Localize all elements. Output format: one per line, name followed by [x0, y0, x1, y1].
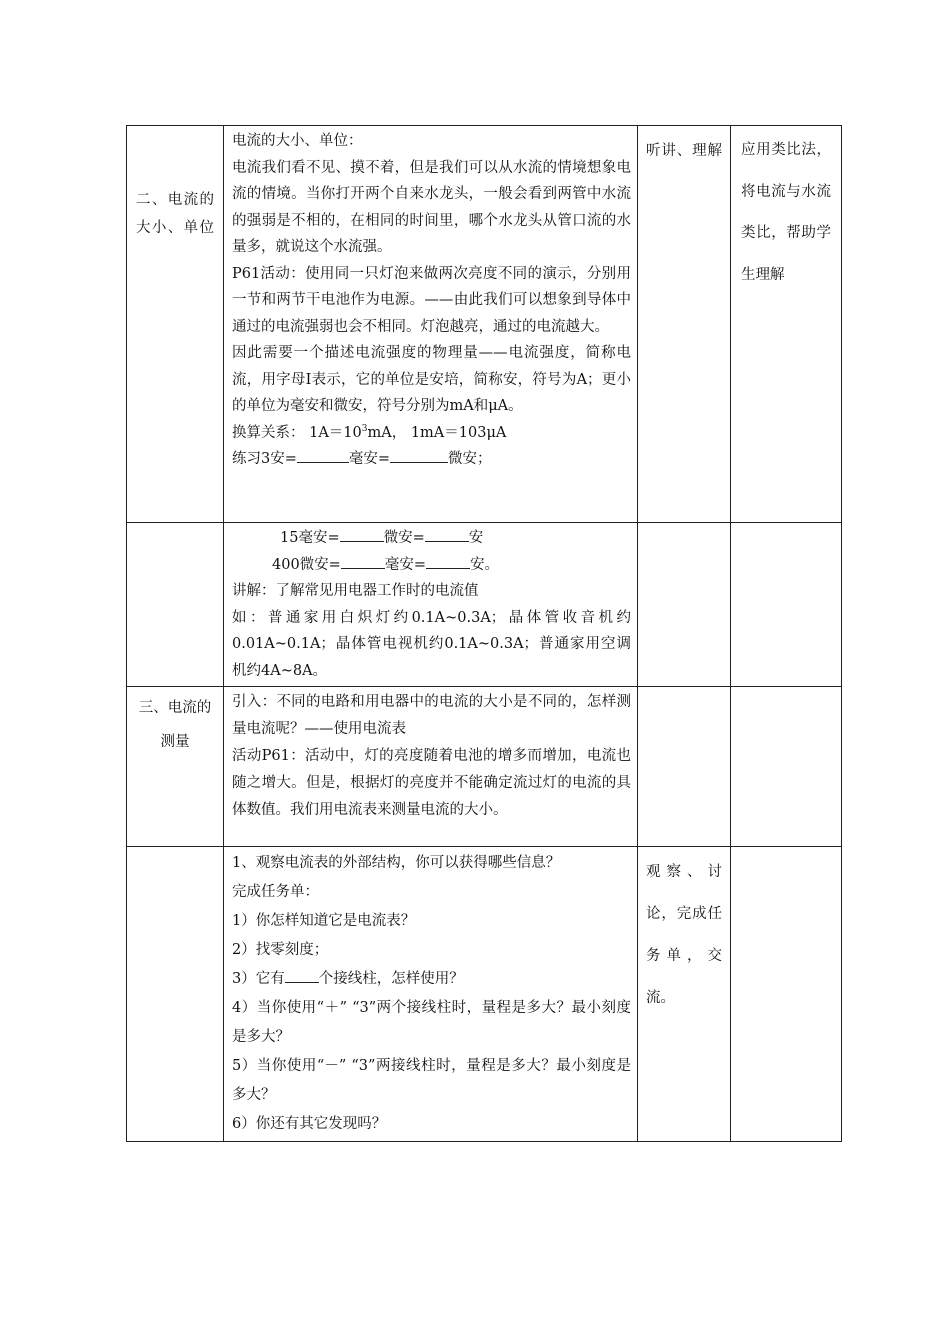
- paragraph: 讲解：了解常见用电器工作时的电流值: [232, 583, 479, 599]
- empty-cell: [731, 847, 842, 1142]
- practice-line: 15毫安= 微安= 安: [232, 525, 631, 552]
- empty-cell: [638, 687, 731, 847]
- teaching-method: 听讲、理解: [638, 126, 731, 523]
- paragraph: 活动P61：活动中，灯的亮度随着电池的增多而增加，电流也随之增大。但是，根据灯的亮度并不能确定流过灯的电流的具体数值。我们用电流表来测量电流的大小。: [232, 748, 631, 818]
- question: 5）当你使用“－” “3”两接线柱时，量程是多大？最小刻度是多大？: [232, 1058, 631, 1103]
- table-row: [127, 523, 842, 687]
- answer-blank[interactable]: [340, 527, 384, 542]
- empty-cell: [731, 523, 842, 687]
- empty-cell: [638, 523, 731, 687]
- content-cell: [224, 126, 638, 523]
- paragraph: 引入：不同的电路和用电器中的电流的大小是不同的，怎样测量电流呢？——使用电流表: [232, 694, 631, 737]
- answer-blank[interactable]: [341, 554, 385, 569]
- empty-cell: [127, 523, 224, 687]
- paragraph: 因此需要一个描述电流强度的物理量——电流强度，简称电流，用字母I表示，它的单位是安培，简称安，符号为A；更小的单位为毫安和微安，符号分别为mA和μA。: [232, 345, 631, 414]
- section-title: 三、电流的测量: [127, 687, 224, 847]
- table-row: [127, 687, 842, 847]
- answer-blank[interactable]: [425, 527, 469, 542]
- answer-blank[interactable]: [285, 968, 319, 983]
- answer-blank[interactable]: [426, 554, 470, 569]
- answer-blank[interactable]: [297, 448, 349, 463]
- question: 4）当你使用“＋” “3”两个接线柱时，量程是多大？最小刻度是多大？: [232, 1000, 631, 1045]
- paragraph: 电流的大小、单位：: [232, 133, 363, 149]
- table-row: [127, 126, 842, 523]
- empty-cell: [127, 847, 224, 1142]
- paragraph: P61活动：使用同一只灯泡来做两次亮度不同的演示，分别用一节和两节干电池作为电源。——由此我们可以想象到导体中通过的电流强弱也会不相同。灯泡越亮，通过的电流越大。: [232, 265, 631, 335]
- table-row: [127, 847, 842, 1142]
- design-purpose: 应用类比法，将电流与水流类比，帮助学生理解: [731, 126, 842, 523]
- question: 1）你怎样知道它是电流表？: [232, 913, 416, 929]
- question: 3）它有 个接线柱，怎样使用？: [232, 965, 631, 994]
- teaching-method: 观察、讨论，完成任务单，交流。: [638, 847, 731, 1142]
- practice-line: 练习3安= 毫安= 微安；: [232, 446, 631, 473]
- paragraph: 电流我们看不见、摸不着，但是我们可以从水流的情境想象电流的情境。当你打开两个自来水龙头，一般会看到两管中水流的强弱是不相的，在相同的时间里，哪个水龙头从管口流的水量多，就说这个水流强。: [232, 159, 631, 255]
- question: 6）你还有其它发现吗？: [232, 1116, 387, 1132]
- answer-blank[interactable]: [390, 448, 448, 463]
- practice-line: 400微安= 毫安= 安。: [232, 552, 631, 579]
- empty-cell: [731, 687, 842, 847]
- paragraph: 如：普通家用白炽灯约0.1A~0.3A；晶体管收音机约0.01A~0.1A；晶体管电视机约0.1A~0.3A；普通家用空调机约4A~8A。: [232, 609, 631, 679]
- paragraph: 1、观察电流表的外部结构，你可以获得哪些信息？: [232, 855, 561, 871]
- lesson-plan-table: [126, 125, 842, 1142]
- content-cell: [224, 687, 638, 847]
- conversion-line: 换算关系： $1A=10^3mA$， 1mA＝103μA: [232, 423, 507, 441]
- content-cell: [224, 523, 638, 687]
- content-cell: [224, 847, 638, 1142]
- paragraph: 完成任务单：: [232, 884, 319, 900]
- question: 2）找零刻度；: [232, 942, 329, 958]
- section-title: 二、电流的大小、单位: [127, 126, 224, 523]
